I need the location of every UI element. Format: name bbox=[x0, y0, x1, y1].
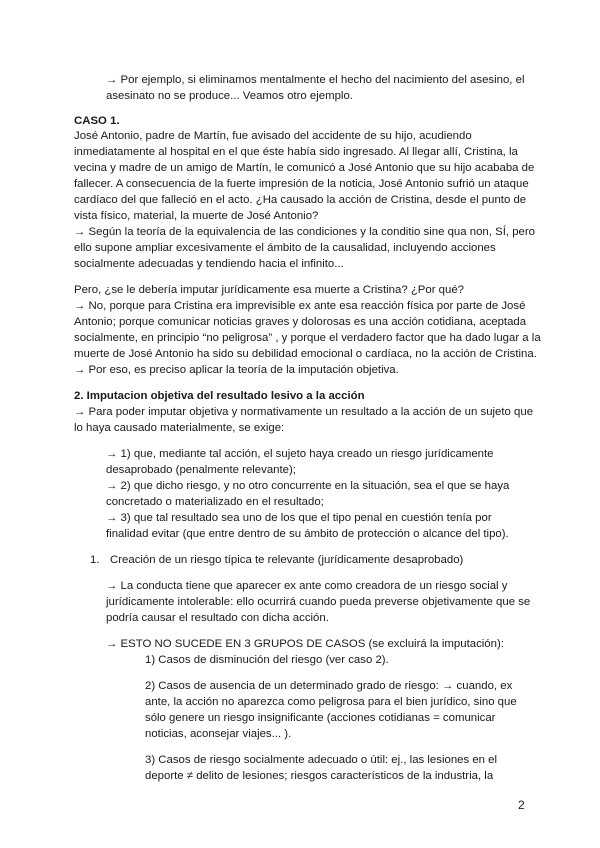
caso1-text-line: inmediatamente al hospital en el que éste había sido ingresado. Al llegar allí, Cristina, la bbox=[74, 146, 518, 158]
caso1-question-line: Pero, ¿se le debería imputar jurídicamente esa muerte a Cristina? ¿Por qué? bbox=[74, 284, 465, 296]
requirement-line: → 3) que tal resultado sea uno de los que el tipo penal en cuestión tenía por bbox=[106, 512, 492, 524]
item-text-line: jurídicamente intolerable: ello ocurrirá cuando pueda preverse objetivamente que se bbox=[106, 596, 531, 608]
caso1-text-line: cardíaco del que falleció en el acto. ¿Ha causado la acción de Cristina, desde el punto de bbox=[74, 194, 527, 206]
caso-line: 1) Casos de disminución del riesgo (ver caso 2). bbox=[145, 654, 389, 666]
caso1-text-line: fallecer. A consecuencia de la fuerte impresión de la noticia, José Antonio sufrió un ataque bbox=[74, 178, 529, 190]
requirement-line: desaprobado (penalmente relevante); bbox=[106, 464, 296, 476]
caso1-text-line: vista físico, material, la muerte de José Antonio? bbox=[74, 210, 319, 222]
caso-line: 3) Casos de riesgo socialmente adecuado o útil: ej., las lesiones en el bbox=[145, 754, 498, 766]
intro-line: → Por ejemplo, si eliminamos mentalmente el hecho del nacimiento del asesino, el bbox=[106, 74, 525, 86]
item-text-line: podría causar el resultado con dicha acción. bbox=[106, 612, 329, 624]
item-number: 1. bbox=[90, 554, 100, 566]
requirement-line: concretado o materializado en el resultado; bbox=[106, 496, 324, 508]
caso-line: 2) Casos de ausencia de un determinado grado de riesgo: → cuando, ex bbox=[145, 680, 513, 692]
caso1-question-line: muerte de José Antonio ha sido su debilidad emocional o cardíaca, no la acción de Cristina. bbox=[74, 348, 537, 360]
intro-line: asesinato no se produce... Veamos otro ejemplo. bbox=[106, 90, 353, 102]
section2-heading: 2. Imputacion objetiva del resultado lesivo a la acción bbox=[74, 390, 365, 402]
caso1-text-line: → Según la teoría de la equivalencia de las condiciones y la conditio sine qua non, SÍ, pero bbox=[74, 226, 535, 238]
caso1-text-line: José Antonio, padre de Martín, fue avisado del accidente de su hijo, acudiendo bbox=[74, 130, 472, 142]
caso1-text-line: ello supone ampliar excesivamente el ámbito de la causalidad, incluyendo acciones bbox=[74, 242, 496, 254]
section2-text-line: → Para poder imputar objetiva y normativamente un resultado a la acción de un sujeto que bbox=[74, 406, 534, 418]
item-text-line: → La conducta tiene que aparecer ex ante como creadora de un riesgo social y bbox=[106, 580, 508, 592]
requirement-line: → 2) que dicho riesgo, y no otro concurrente en la situación, sea el que se haya bbox=[106, 480, 510, 492]
caso1-question-line: → No, porque para Cristina era imprevisible ex ante esa reacción física por parte de José bbox=[74, 300, 526, 312]
caso1-text-line: vecina y madre de un amigo de Martín, le comunicó a José Antonio que su hijo acababa de bbox=[74, 162, 535, 174]
caso-line: deporte ≠ delito de lesiones; riesgos característicos de la industria, la bbox=[145, 770, 494, 782]
caso1-text-line: socialmente adecuadas y tendiendo hacia el infinito... bbox=[74, 258, 344, 270]
caso1-question-line: socialmente, en principio “no peligrosa” , y porque el verdadero factor que ha dado lugar a la bbox=[74, 332, 541, 344]
section2-text-line: lo haya causado materialmente, se exige: bbox=[74, 422, 285, 434]
caso-line: sólo genere un riesgo insignificante (acciones cotidianas = comunicar bbox=[145, 712, 496, 724]
item-title: Creación de un riesgo típica te relevante (jurídicamente desaprobado) bbox=[110, 554, 464, 566]
caso-line: ante, la acción no aparezca como peligrosa para el bien jurídico, sino que bbox=[145, 696, 517, 708]
caso-line: noticias, aconsejar viajes... ). bbox=[145, 728, 292, 740]
casos-heading: → ESTO NO SUCEDE EN 3 GRUPOS DE CASOS (se excluirá la imputación): bbox=[106, 638, 504, 650]
caso1-question-line: → Por eso, es preciso aplicar la teoría de la imputación objetiva. bbox=[74, 364, 399, 376]
caso1-heading: CASO 1. bbox=[74, 115, 120, 127]
page-number: 2 bbox=[518, 798, 525, 812]
caso1-question-line: Antonio; porque comunicar noticias graves y dolorosas es una acción cotidiana, aceptada bbox=[74, 316, 527, 328]
requirement-line: → 1) que, mediante tal acción, el sujeto haya creado un riesgo jurídicamente bbox=[106, 448, 494, 460]
requirement-line: finalidad evitar (que entre dentro de su ámbito de protección o alcance del tipo). bbox=[106, 528, 509, 540]
